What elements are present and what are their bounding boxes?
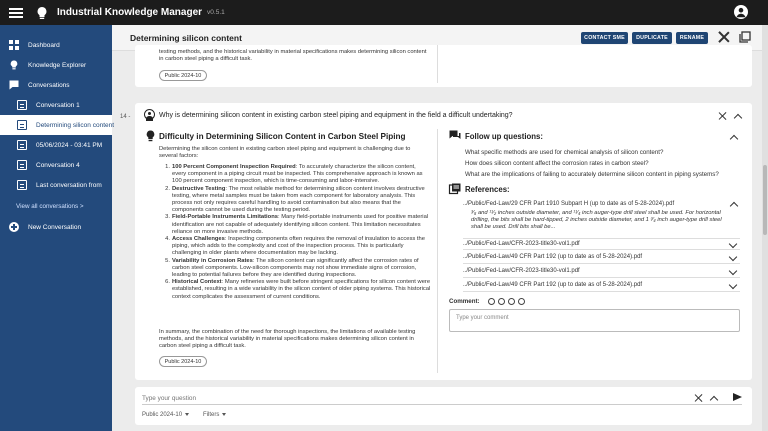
answer-point [159,214,431,236]
question-row [135,103,752,125]
divider [437,129,438,373]
satisfied-icon[interactable] [508,298,515,305]
collection-tag[interactable]: Public 2024-10 [159,356,207,367]
sidebar-item-label: Conversation 1 [36,101,80,109]
point-number: 5. [165,257,170,264]
point-number: 2. [165,185,170,192]
point-number: 6. [165,279,170,286]
lightbulb-icon [9,60,19,70]
answer-intro: Determining the silicon content in existing carbon steel piping and equipment is challenging due to several factors: [159,146,411,160]
point-body [172,258,431,280]
sidebar-conversation-3[interactable] [0,135,112,155]
lightbulb-answer-icon [146,130,155,142]
top-bar [0,0,768,25]
followup-question[interactable]: What specific methods are used for chemical analysis of silicon content? [465,149,664,156]
sidebar-conversation-5[interactable] [0,175,112,195]
question-input[interactable] [142,392,692,404]
account-icon[interactable] [734,5,748,19]
answer-point [159,186,431,215]
collection-select[interactable] [142,412,189,418]
point-title: Destructive Testing [172,185,226,192]
expand-reference-icon[interactable] [729,240,737,248]
answer-points-list [159,164,431,301]
point-title: Access Challenges [172,236,225,243]
sidebar-item-label: Dashboard [28,41,60,49]
plus-circle-icon [9,222,19,232]
clear-input-icon[interactable] [695,394,703,402]
very-dissatisfied-icon[interactable] [488,298,495,305]
reference-item[interactable] [463,266,740,278]
document-icon [17,100,27,110]
document-icon [17,120,27,130]
answer-point [159,164,431,186]
message-card [135,103,752,380]
divider [437,45,438,83]
new-conversation-label: New Conversation [28,223,82,231]
expand-reference-icon[interactable] [729,253,737,261]
document-icon [17,160,27,170]
point-body [172,236,431,258]
collapse-message-icon[interactable] [734,114,742,122]
previous-message-card [135,45,752,87]
sidebar-item-conversations[interactable] [0,75,112,95]
app-title: Industrial Knowledge Manager [57,7,203,18]
answer-summary: In summary, the combination of the need for thorough inspections, the limitations of available testing methods, and the historical variability in material specifications makes determining silicon content in carbon steel piping a difficult task. [159,329,416,350]
app-version: v0.5.1 [207,9,225,16]
filters-select[interactable] [203,412,226,418]
expand-input-icon[interactable] [710,396,718,404]
reference-path: ../Public/Fed-Law/29 CFR Part 1910 Subpart H (up to date as of 5-28-2024).pdf [463,201,675,207]
sidebar-item-label: Last conversation from [36,181,102,189]
point-title: Field-Portable Instruments Limitations [172,214,278,221]
close-message-icon[interactable] [719,112,727,120]
point-text: : Inspecting components often requires the removal of insulation to access the piping, which adds to the complexity and cost of the inspection process. This is particularly challenging in older plants where documentation may be lacking. [172,236,425,257]
input-underline [142,404,742,405]
followup-question[interactable]: How does silicon content affect the corrosion rates in carbon steel? [465,160,649,167]
question-input-bar [135,387,752,425]
point-number: 4. [165,236,170,243]
point-text: : Many field-portable instruments used for positive material identification are not capable of adequately identifying silicon content. This limitation necessitates reliance on more invasive methods. [172,214,429,235]
sidebar-item-label: Knowledge Explorer [28,61,87,69]
new-conversation-button[interactable] [0,217,112,237]
filters-label: Filters [203,412,220,418]
dropdown-arrow-icon [185,413,189,416]
scrollbar[interactable] [762,25,768,431]
sidebar-item-label: Conversation 4 [36,161,80,169]
view-all-conversations-link[interactable]: View all conversations > [16,203,84,210]
very-satisfied-icon[interactable] [518,298,525,305]
sidebar-item-knowledge-explorer[interactable] [0,55,112,75]
collapse-followup-icon[interactable] [730,135,738,143]
point-text: : Many refineries were built before stringent specifications for silicon content were established, resulting in a wide variability in the silicon content of older piping systems. This historical context complicates the assessment of current conditions. [172,279,431,300]
sidebar-conversation-2[interactable] [0,115,115,135]
point-body [172,164,431,186]
references-icon [449,183,461,194]
point-title: Variability in Corrosion Rates [172,257,253,264]
duplicate-button[interactable]: DUPLICATE [632,32,672,44]
references-title: References: [465,185,510,194]
rename-button[interactable]: RENAME [676,32,708,44]
point-body [172,214,431,236]
chat-icon [9,80,19,90]
point-text: : The most reliable method for determining silicon content involves destructive testing, where metal samples must be taken from each component for laboratory analysis. This process not only requires careful handling to avoid contamination but also means that the components cannot be used during the testing period. [172,185,425,214]
point-body [172,279,431,301]
reference-path: ../Public/Fed-Law/49 CFR Part 192 (up to date as of 5-28-2024).pdf [463,282,643,288]
contact-sme-button[interactable]: CONTACT SME [581,32,628,44]
chat-bubbles-icon [449,130,461,141]
reference-path: ../Public/Fed-Law/CFR-2023-title30-vol1.pdf [463,268,580,274]
previous-answer-text: testing methods, and the historical variability in material specifications makes determining silicon content in carbon steel piping a difficult task. [159,49,427,62]
answer-point [159,279,431,301]
sidebar-conversation-1[interactable] [0,95,112,115]
reference-path: ../Public/Fed-Law/CFR-2023-title30-vol1.pdf [463,241,580,247]
scrollbar-thumb[interactable] [763,165,767,235]
point-number: 3. [165,214,170,221]
menu-icon[interactable] [9,6,23,20]
point-text: : To accurately characterize the silicon content, every component in a piping circuit must be inspected. This comprehensive approach is known as 100 percent component inspection, which is time-consuming and labor-intensive. [172,164,423,185]
lightbulb-logo-icon [35,6,49,20]
sidebar-item-dashboard[interactable] [0,35,112,55]
reference-item[interactable] [463,280,740,292]
followup-question[interactable]: What are the implications of failing to accurately determine silicon content in piping systems? [465,171,719,178]
sidebar [0,25,115,431]
collection-select-value: Public 2024-10 [142,412,183,418]
comment-label: Comment: [449,298,480,305]
sidebar-conversation-4[interactable] [0,155,112,175]
document-icon [17,180,27,190]
question-text: Why is determining silicon content in existing carbon steel piping and equipment in the field a difficult undertaking? [159,112,513,119]
reference-path: ../Public/Fed-Law/49 CFR Part 192 (up to date as of 5-28-2024).pdf [463,254,643,260]
point-text: : The silicon content can significantly affect the corrosion rates of carbon steel components. Low-silicon components may not show immediate signs of corrosion, leading to potential failures before they are identified during inspections. [172,257,419,279]
expand-window-icon[interactable] [739,31,751,43]
answer-point [159,258,431,280]
document-icon [17,140,27,150]
point-title: Historical Context [172,279,222,286]
message-number: 14 - [120,114,131,120]
user-avatar-icon [144,109,155,120]
answer-point [159,236,431,258]
reference-excerpt: ³⁄₈ and ¹¹⁄₂ inches outside diameter, and ¹¹⁄₄ inch auger-type drill steel shall be used. For horizontal drilling, the bits shall be hard-tipped, 2 inches outside diameter, and 1 ³⁄₄ inch auger-type drill steel shall be used. Drill bits shall be... [471,210,722,230]
page-title: Determining silicon content [130,32,242,43]
collapse-reference-icon[interactable] [730,202,738,210]
sidebar-item-label: Determining silicon content [36,121,115,129]
dashboard-icon [9,40,19,50]
dissatisfied-icon[interactable] [498,298,505,305]
dropdown-arrow-icon [222,413,226,416]
point-body [172,186,431,215]
send-icon[interactable] [733,393,742,401]
sidebar-item-label: 05/06/2024 - 03:41 PM [36,141,103,149]
followup-title: Follow up questions: [465,132,543,141]
answer-title: Difficulty in Determining Silicon Content in Carbon Steel Piping [159,132,406,141]
point-title: 100 Percent Component Inspection Required [172,164,296,170]
reference-item[interactable] [463,252,740,264]
expand-reference-icon[interactable] [729,267,737,275]
point-number: 1. [165,164,170,170]
reference-item[interactable] [463,238,740,250]
collection-tag[interactable]: Public 2024-10 [159,70,207,81]
comment-input[interactable]: Type your comment [449,309,740,332]
expand-reference-icon[interactable] [729,281,737,289]
close-icon[interactable] [718,31,730,43]
sidebar-item-label: Conversations [28,81,70,89]
